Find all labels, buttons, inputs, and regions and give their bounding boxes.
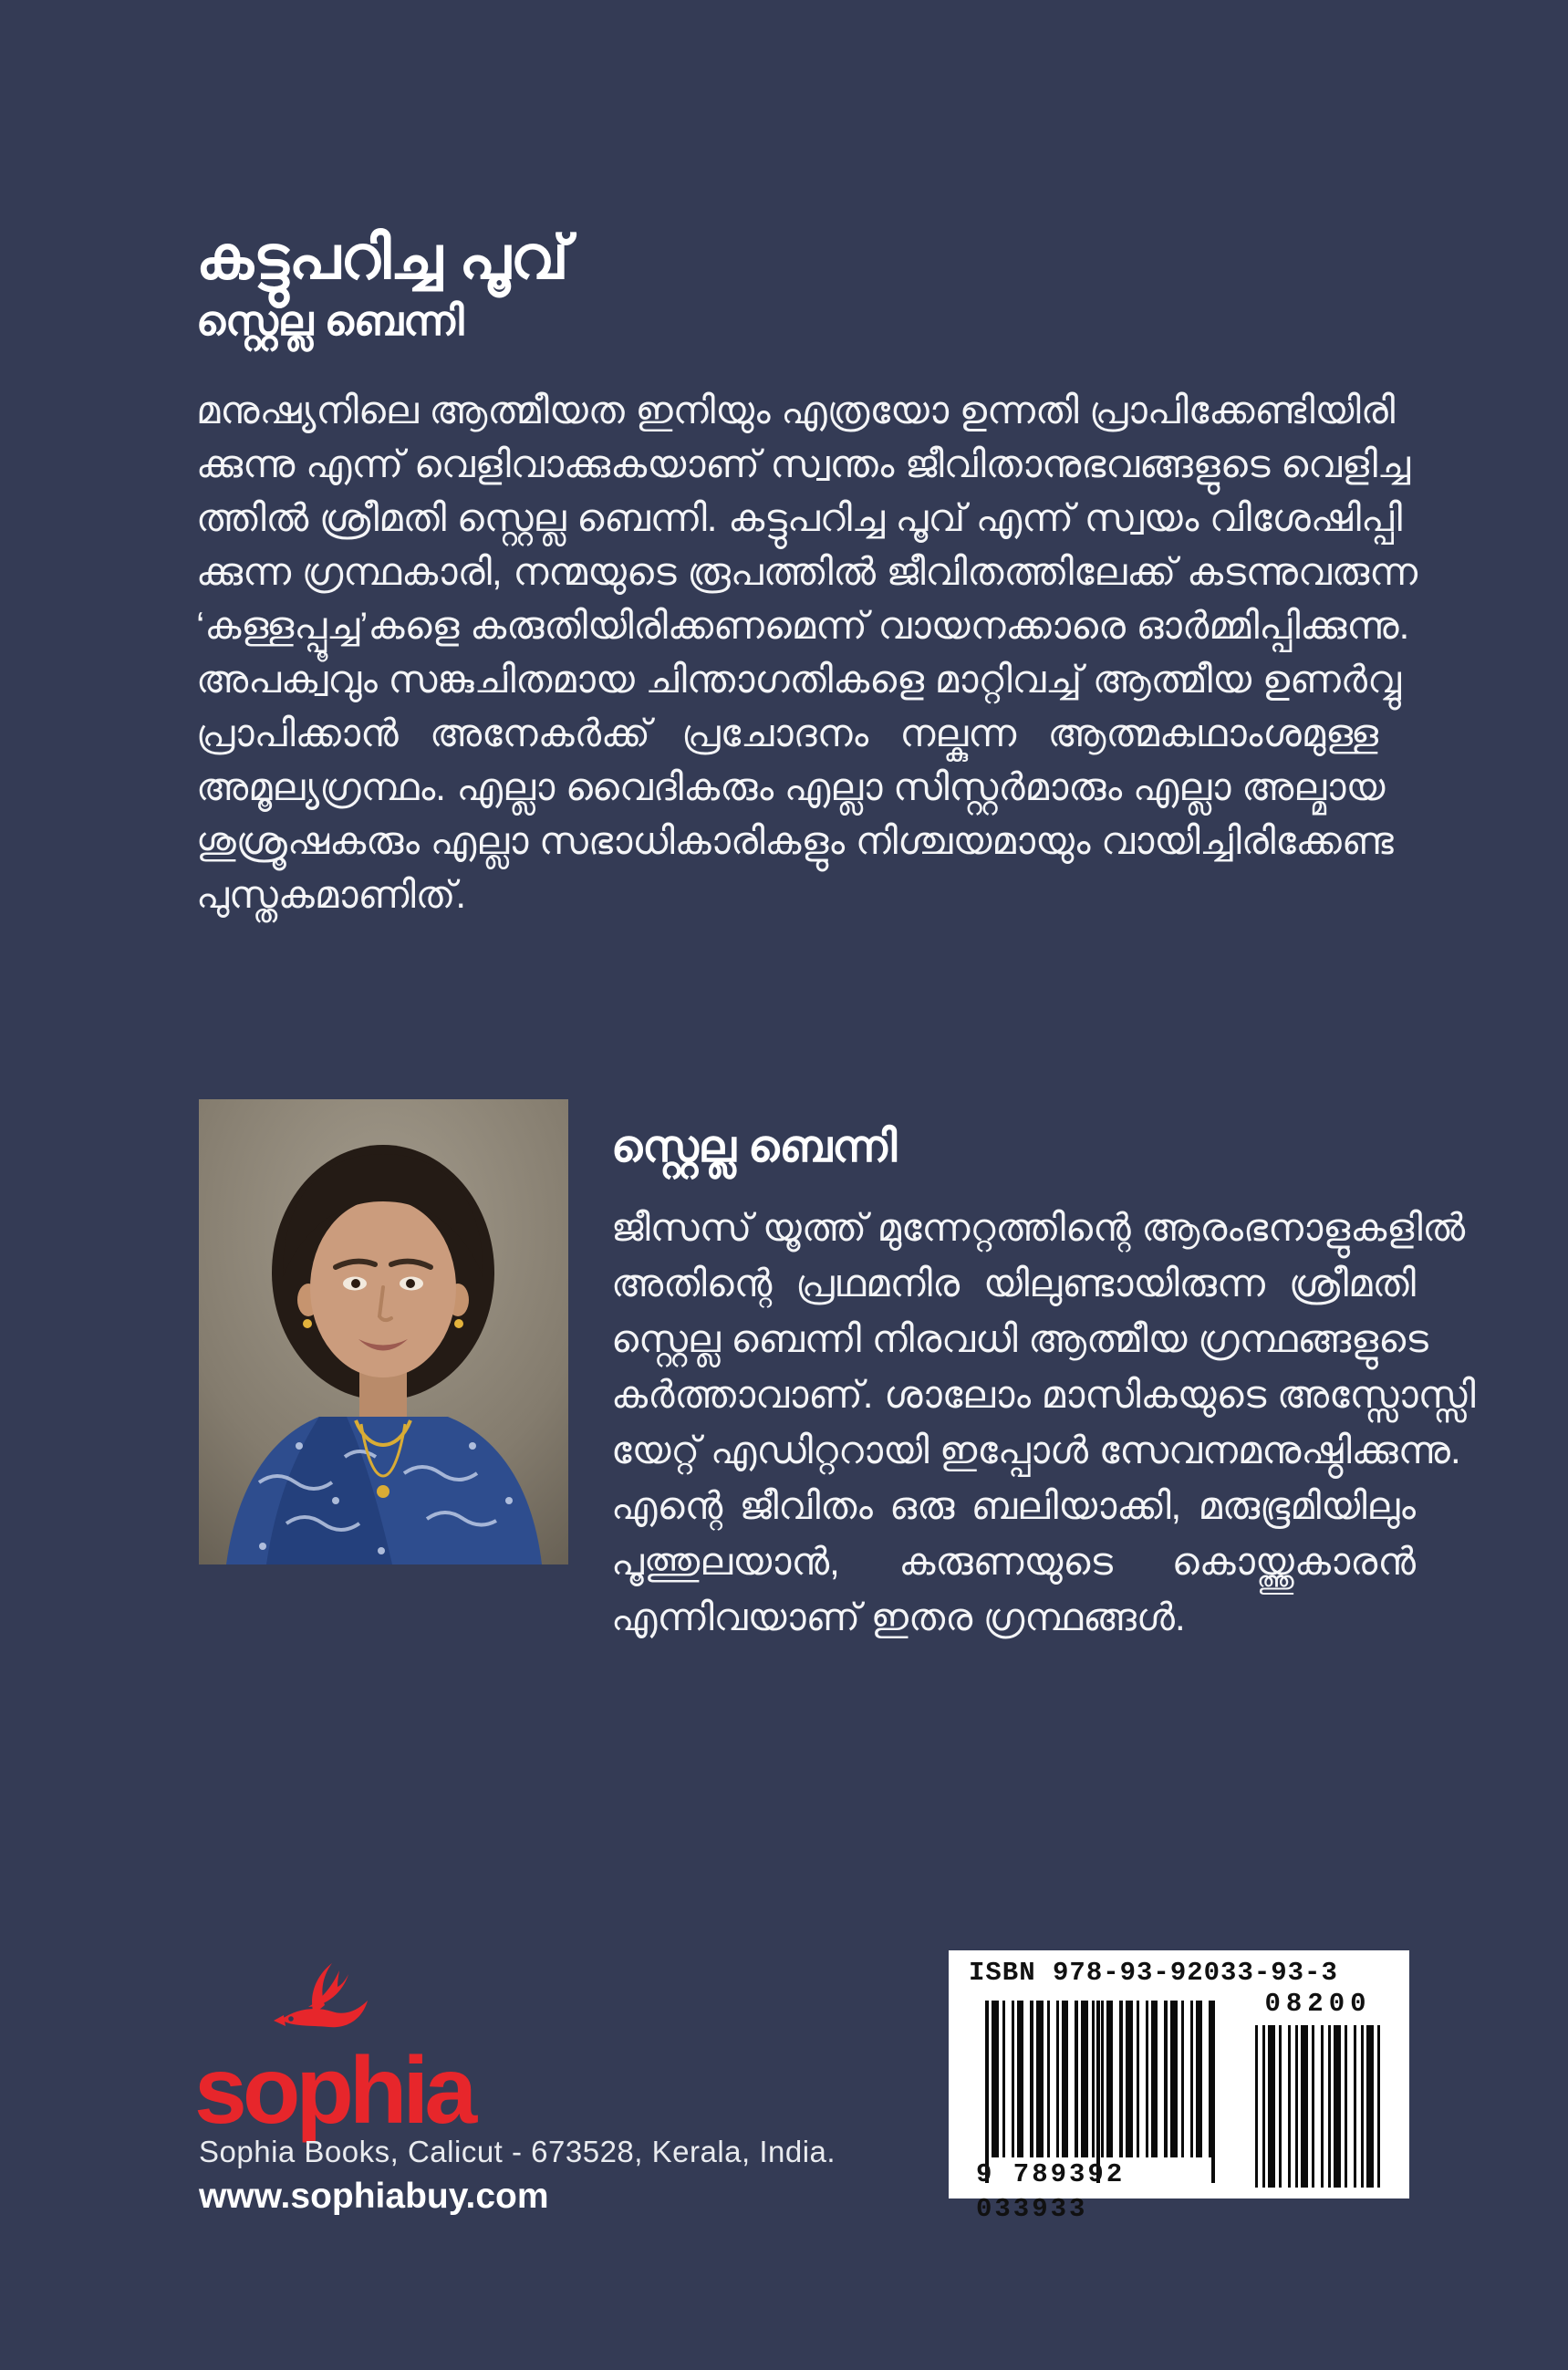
bio-line: കർത്താവാണ്. ശാലോം മാസികയുടെ അസ്സോസ്സി	[611, 1372, 1476, 1416]
isbn-barcode-panel	[949, 1950, 1409, 2224]
blurb-line: ത്തിൽ ശ്രീമതി സ്റ്റെല്ല ബെന്നി. കട്ടുപറിച്ച പൂവ് എന്ന് സ്വയം വിശേഷിപ്പി	[196, 496, 1403, 539]
addon-digits: 08200	[1264, 1989, 1372, 2019]
blurb-line: പ്രാപിക്കാൻ അനേകർക്ക് പ്രചോദനം നല്കുന്ന ആത്മകഥാംശമുള്ള	[196, 712, 1378, 754]
ean-barcode	[976, 2001, 1224, 2224]
bio-line: യേറ്റ് എഡിറ്ററായി ഇപ്പോൾ സേവനമനുഷ്ഠിക്കുന്നു.	[611, 1428, 1461, 1471]
blurb-line: ക്കുന്നു എന്ന് വെളിവാക്കുകയാണ് സ്വന്തം ജീവിതാനുഭവങ്ങളുടെ വെളിച്ച	[196, 442, 1410, 485]
bio-line: ജീസസ് യൂത്ത് മുന്നേറ്റത്തിന്റെ ആരംഭനാളുകളിൽ	[611, 1205, 1466, 1249]
bio-line: പൂത്തുലയാൻ, കരുണയുടെ കൊയ്ത്തുകാരൻ	[611, 1539, 1416, 1583]
bio-line: എന്നിവയാണ് ഇതര ഗ്രന്ഥങ്ങൾ.	[611, 1595, 1186, 1638]
blurb-line: അമൂല്യഗ്രന്ഥം. എല്ലാ വൈദികരും എല്ലാ സിസ്റ്റർമാരും എല്ലാ അല്മായ	[196, 765, 1386, 808]
blurb-line: മനുഷ്യനിലെ ആത്മീയത ഇനിയും എത്രയോ ഉന്നതി പ്രാപിക്കേണ്ടിയിരി	[196, 389, 1396, 431]
isbn-label: ISBN 978-93-92033-93-3	[969, 1958, 1338, 1988]
author-name-heading: സ്റ്റെല്ല ബെന്നി	[611, 1123, 898, 1171]
publisher-website-link: www.sophiabuy.com	[199, 2177, 549, 2216]
publisher-address: Sophia Books, Calicut - 673528, Kerala, India.	[199, 2135, 836, 2168]
addon-barcode	[1250, 1989, 1386, 2192]
author-photo	[199, 1099, 568, 1564]
ean-digits: 9 789392 033933	[976, 2159, 1126, 2224]
guard-bar	[1096, 2001, 1100, 2183]
bio-line: എന്റെ ജീവിതം ഒരു ബലിയാക്കി, മരുഭൂമിയിലും	[611, 1483, 1416, 1527]
blurb-line: പുസ്തകമാണിത്.	[196, 873, 467, 916]
author-bio-section	[611, 1123, 1476, 1645]
blurb-line: അപക്വവും സങ്കുചിതമായ ചിന്താഗതികളെ മാറ്റിവച്ച് ആത്മീയ ഉണർവ്വു	[196, 658, 1401, 701]
addon-barcode-bars	[1255, 2025, 1381, 2188]
blurb-line: ‘കള്ളപ്പൂച്ച’കളെ കരുതിയിരിക്കണമെന്ന് വായനക്കാരെ ഓർമ്മിപ്പിക്കുന്നു.	[196, 604, 1410, 647]
blurb-line: ക്കുന്ന ഗ്രന്ഥകാരി, നന്മയുടെ രൂപത്തിൽ ജീവിതത്തിലേക്ക് കടന്നുവരുന്ന	[196, 550, 1418, 593]
blurb-line: ശുശ്രൂഷകരും എല്ലാ സഭാധികാരികളും നിശ്ചയമായും വായിച്ചിരിക്കേണ്ട	[196, 819, 1394, 862]
ean-barcode-bars	[985, 2001, 1215, 2157]
guard-bar	[985, 2001, 989, 2183]
book-title: കട്ടുപറിച്ച പൂവ്	[196, 223, 569, 291]
blurb	[196, 383, 1418, 921]
guard-bar	[1211, 2001, 1215, 2183]
author-portrait-illustration	[199, 1099, 568, 1564]
bio-line: സ്റ്റെല്ല ബെന്നി നിരവധി ആത്മീയ ഗ്രന്ഥങ്ങളുടെ	[611, 1316, 1428, 1360]
publisher-logo-wordmark: sophia	[194, 2038, 473, 2144]
bio-line: അതിന്റെ പ്രഥമനിര യിലുണ്ടായിരുന്ന ശ്രീമതി	[611, 1261, 1416, 1305]
book-author: സ്റ്റെല്ല ബെന്നി	[196, 297, 464, 344]
